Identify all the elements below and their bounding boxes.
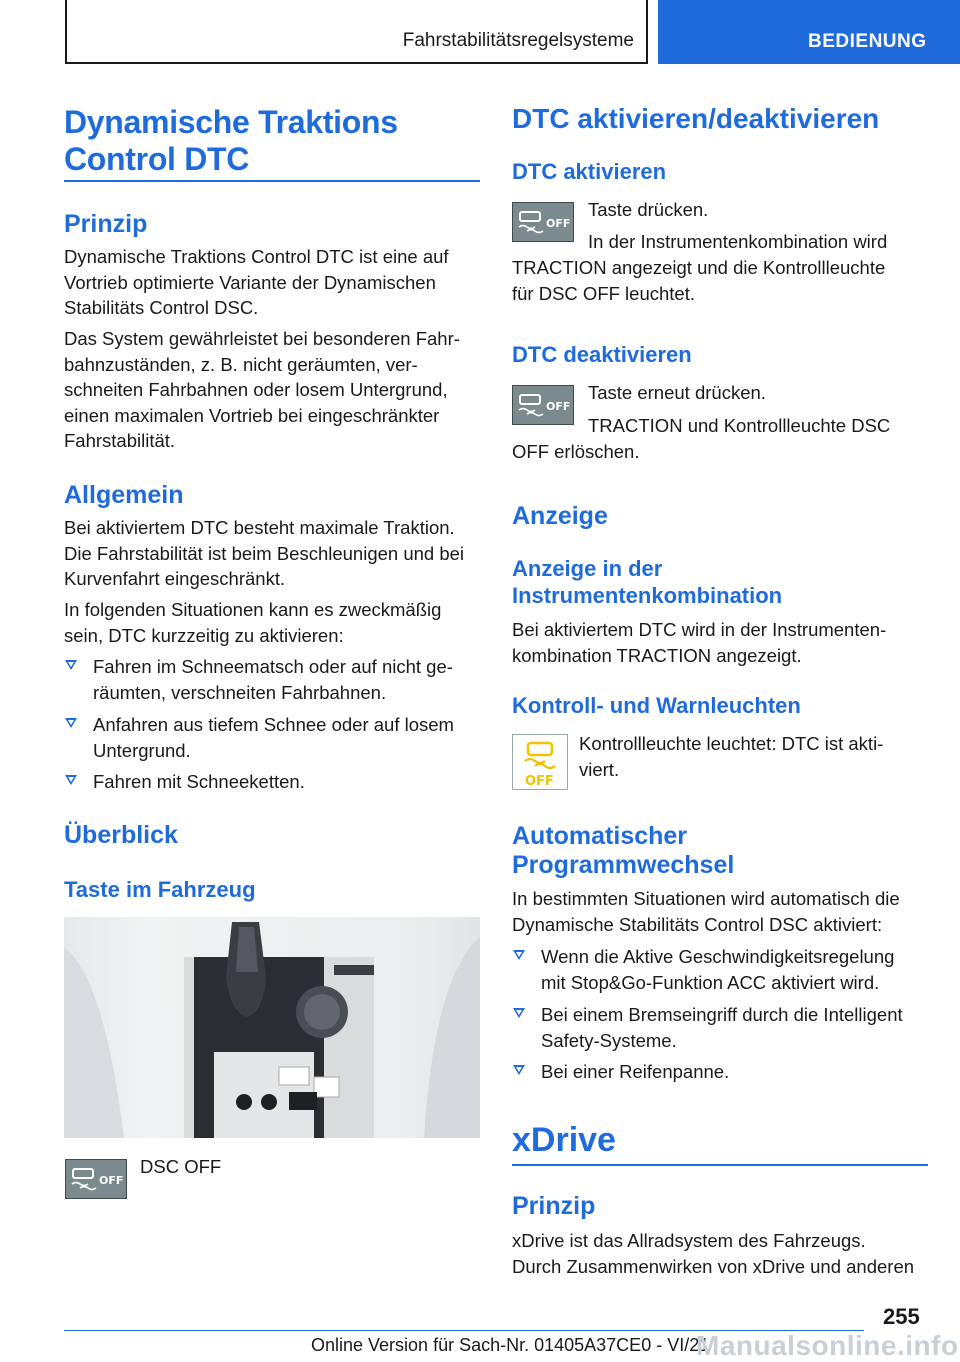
ueberblick-heading: Überblick — [64, 821, 178, 849]
bullet-triangle-icon — [65, 718, 77, 728]
aktivieren-line-3: TRACTION angezeigt und die Kontrollleuchte — [512, 257, 886, 278]
xdrive-paragraph: xDrive ist das Allradsystem des Fahrzeugs. Durch Zusammenwirken von xDrive und anderen — [512, 1230, 915, 1277]
watermark-logo: Manualsonline.info — [696, 1330, 959, 1361]
svg-text:OFF: OFF — [99, 1174, 124, 1187]
bullet-triangle-icon — [513, 1008, 525, 1018]
taste-heading: Taste im Fahrzeug — [64, 877, 256, 902]
anzeige-heading: Anzeige — [512, 502, 608, 530]
page-number: 255 — [883, 1304, 920, 1329]
xdrive-title-rule — [512, 1164, 928, 1166]
dsc-off-label: DSC OFF — [140, 1156, 222, 1177]
center-console-photo — [64, 917, 480, 1138]
svg-text:OFF: OFF — [546, 217, 571, 230]
bullet-triangle-icon — [65, 775, 77, 785]
allgemein-heading: Allgemein — [64, 481, 184, 509]
dsc-off-warning-light-icon — [512, 734, 568, 790]
bullet-triangle-icon — [65, 660, 77, 670]
kontroll-line-2: viert. — [579, 759, 620, 780]
svg-text:OFF: OFF — [525, 774, 554, 789]
bullet-triangle-icon — [513, 1065, 525, 1075]
xdrive-title: xDrive — [512, 1121, 616, 1159]
allgemein-paragraph-1: Bei aktiviertem DTC besteht maximale Traktion. Die Fahrstabilität ist beim Beschleunigen und bei Kurvenfahrt eingeschränkt. — [64, 517, 465, 589]
dsc-off-button-icon — [65, 1159, 127, 1199]
list-item: Wenn die Aktive Geschwindigkeitsregelung mit Stop&Go-Funktion ACC aktiviert wird. — [513, 944, 933, 995]
prinzip-paragraph-1: Dynamische Traktions Control DTC ist eine auf Vortrieb optimierte Variante der Dynamischen Stabilitäts Control DSC. — [64, 246, 449, 318]
list-item: Fahren im Schneematsch oder auf nicht ge- räumten, verschneiten Fahrbahnen. — [65, 654, 481, 705]
aktivieren-heading: DTC aktivieren — [512, 159, 667, 184]
deaktivieren-line-3: OFF erlöschen. — [512, 441, 640, 462]
aktivieren-line-4: für DSC OFF leuchtet. — [512, 283, 695, 304]
list-item: Anfahren aus tiefem Schnee oder auf losem Untergrund. — [65, 712, 481, 763]
right-title: DTC aktivieren/deaktivieren — [512, 103, 880, 134]
allgemein-paragraph-2: In folgenden Situationen kann es zweckmäßig sein, DTC kurzzeitig zu aktivieren: — [64, 599, 442, 646]
list-item: Bei einem Bremseingriff durch die Intelligent Safety-Systeme. — [513, 1002, 933, 1053]
deaktivieren-line-2: TRACTION und Kontrollleuchte DSC — [588, 415, 891, 436]
dtc-button-icon — [512, 202, 574, 242]
anzeige-subheading: Anzeige in der Instrumentenkombination — [512, 556, 783, 608]
aktivieren-line-1: Taste drücken. — [588, 199, 709, 220]
left-title-rule — [64, 180, 480, 182]
bullet-triangle-icon — [513, 950, 525, 960]
kontroll-heading: Kontroll- und Warnleuchten — [512, 693, 801, 718]
dtc-button-icon — [512, 385, 574, 425]
header-box — [65, 0, 648, 64]
prinzip-heading: Prinzip — [64, 210, 148, 238]
kontroll-line-1: Kontrollleuchte leuchtet: DTC ist akti- — [579, 733, 884, 754]
online-version-text: Online Version für Sach-Nr. 01405A37CE0 - VI/21 — [311, 1335, 710, 1355]
deaktivieren-line-1: Taste erneut drücken. — [588, 382, 766, 403]
list-item: Fahren mit Schneeketten. — [65, 769, 481, 795]
auto-heading: Automatischer Programmwechsel — [512, 822, 735, 879]
left-title: Dynamische Traktions Control DTC — [64, 104, 398, 177]
anzeige-paragraph: Bei aktiviertem DTC wird in der Instrumenten- kombination TRACTION angezeigt. — [512, 619, 887, 666]
auto-paragraph: In bestimmten Situationen wird automatisch die Dynamische Stabilitäts Control DSC aktiviert: — [512, 888, 900, 935]
deaktivieren-heading: DTC deaktivieren — [512, 342, 692, 367]
aktivieren-line-2: In der Instrumentenkombination wird — [588, 231, 888, 252]
chapter-tab: BEDIENUNG — [658, 0, 960, 64]
list-item: Bei einer Reifenpanne. — [513, 1059, 933, 1085]
prinzip-paragraph-2: Das System gewährleistet bei besonderen Fahr- bahnzuständen, z. B. nicht geräumten, ver- schneiten Fahrbahnen oder losem Untergrund, einen maximalen Vortrieb bei eingeschränkter Fahrstabilität. — [64, 328, 460, 451]
svg-text:OFF: OFF — [546, 400, 571, 413]
xdrive-prinzip-heading: Prinzip — [512, 1192, 596, 1220]
section-title: Fahrstabilitätsregelsysteme — [402, 30, 634, 51]
